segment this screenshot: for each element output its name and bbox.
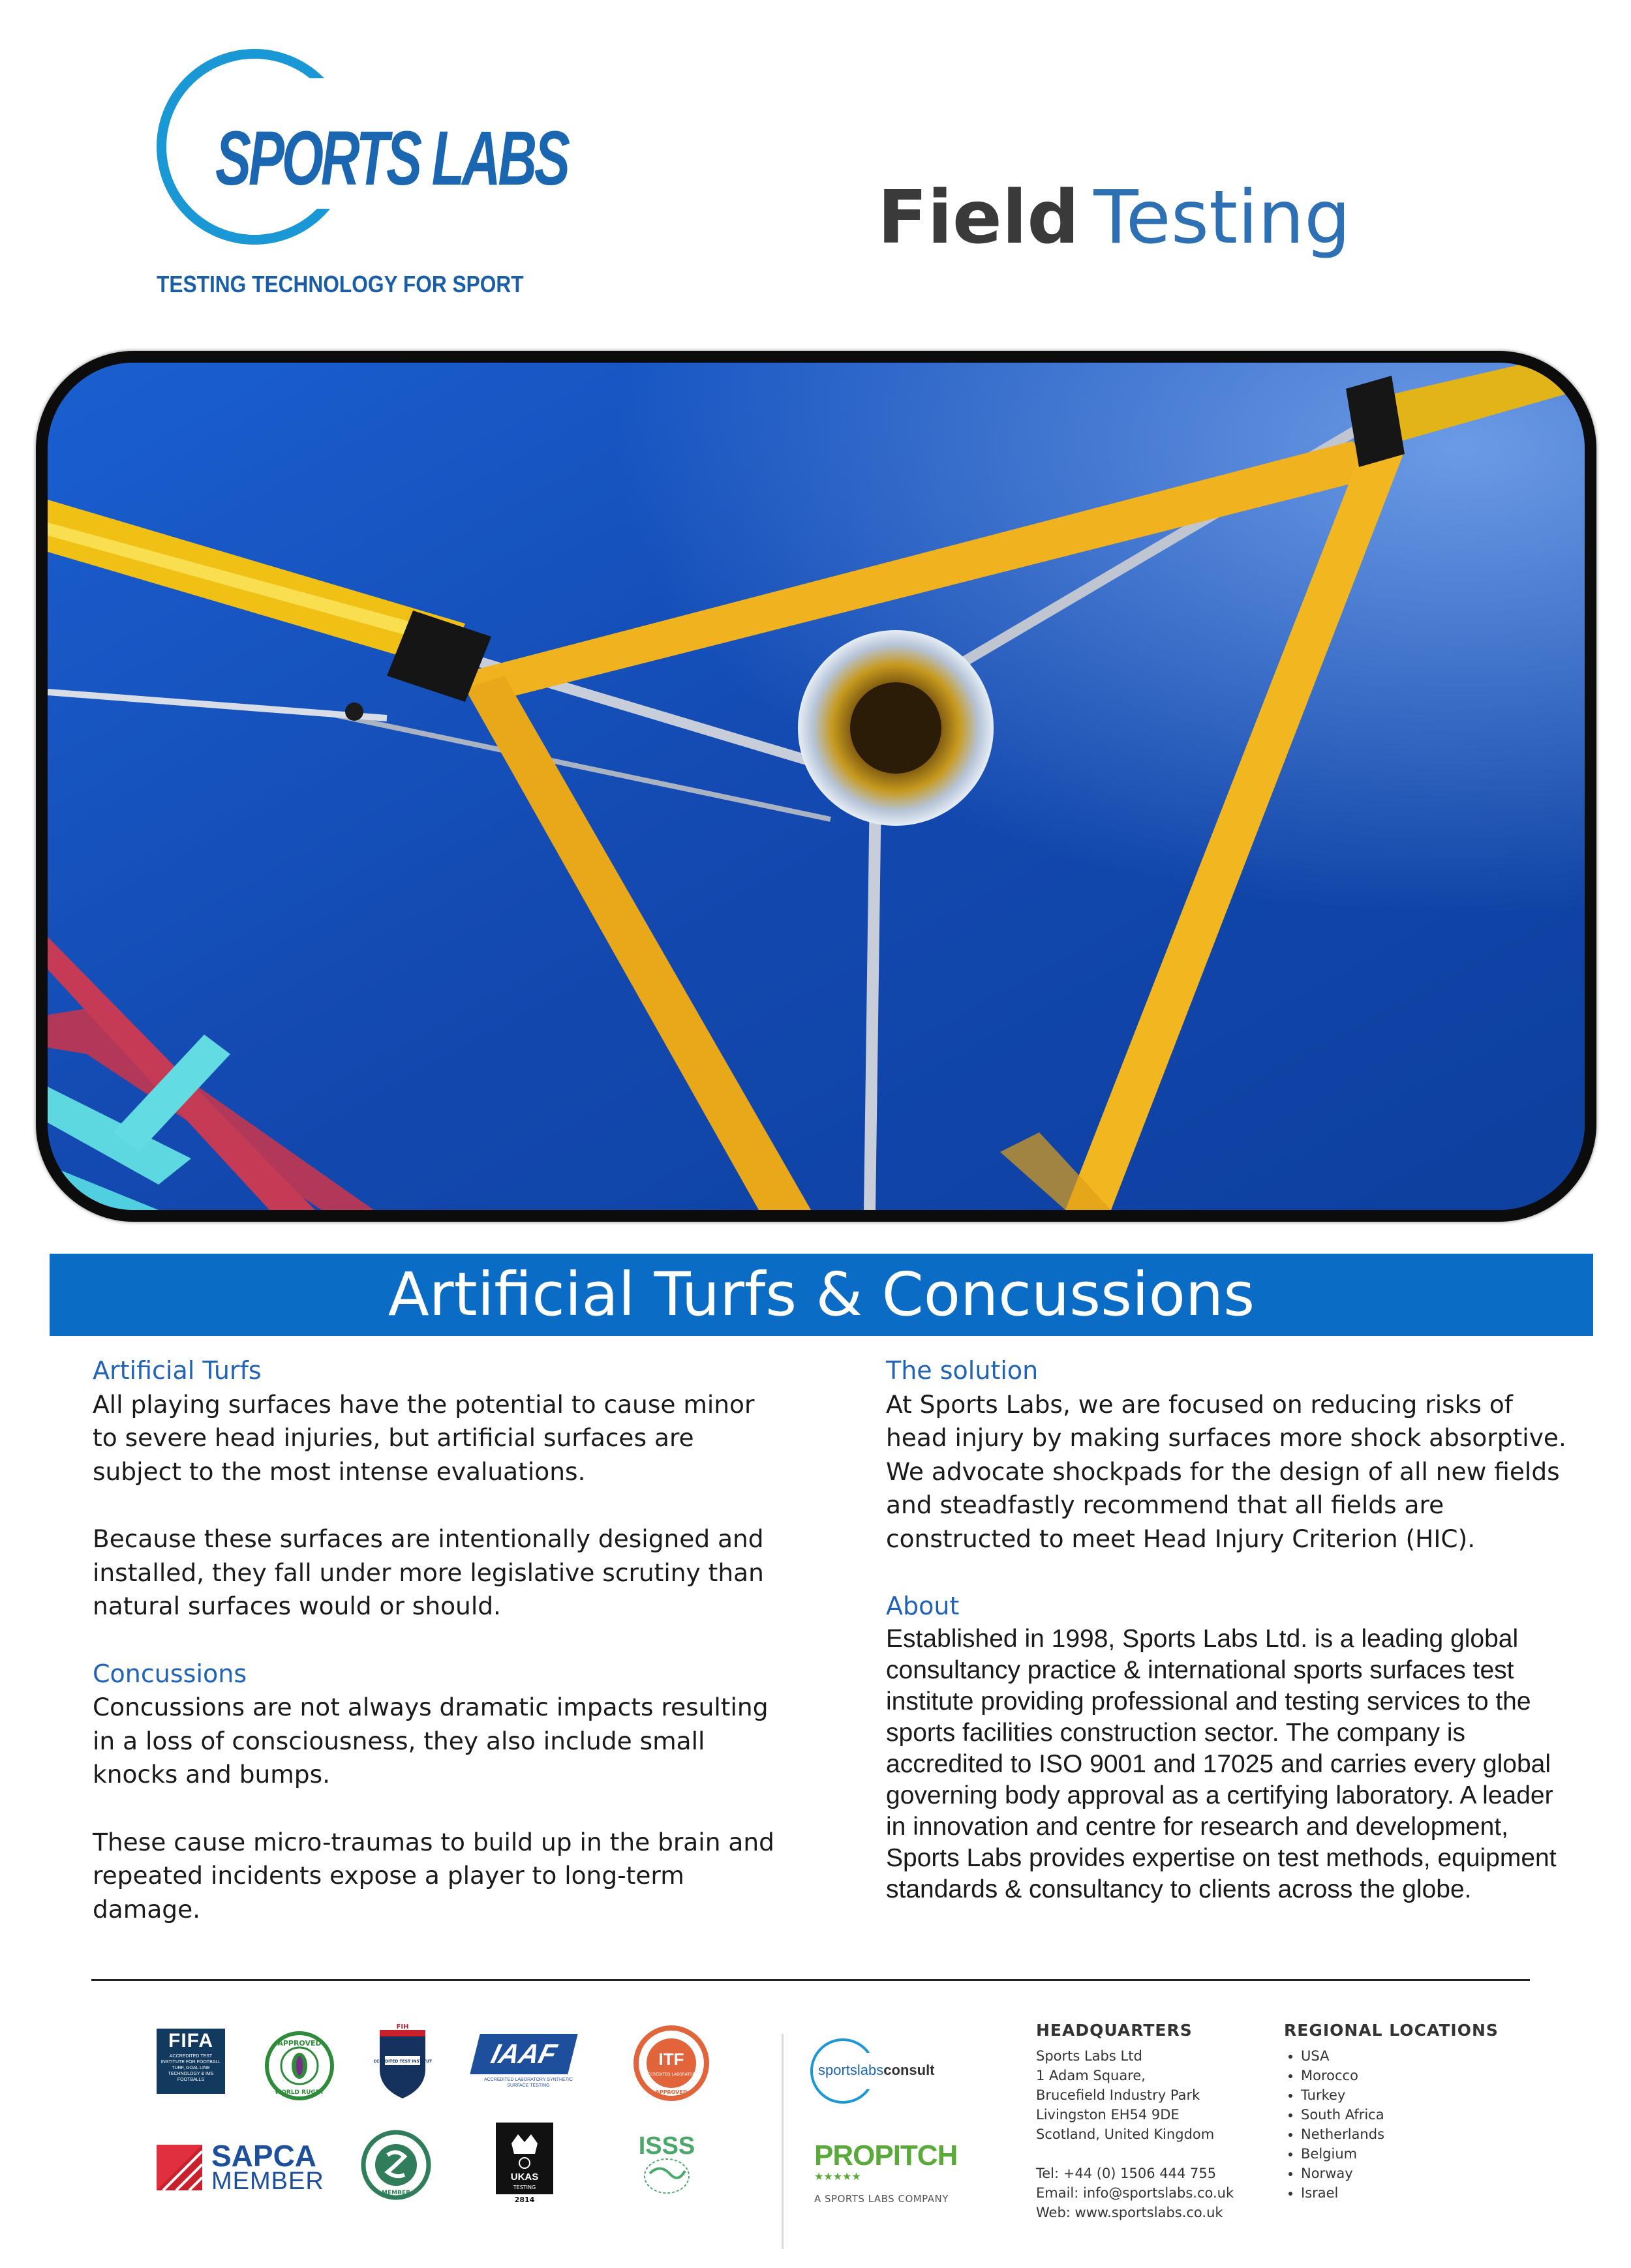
hq-line-4: Livingston EH54 9DE <box>1036 2107 1180 2123</box>
world-rugby-bottom-text: WORLD RUGBY <box>275 2089 324 2096</box>
test-rig-photo-icon <box>48 363 1585 1210</box>
headquarters-block <box>1036 2021 1251 2222</box>
logo-tagline: TESTING TECHNOLOGY FOR SPORT <box>157 271 524 297</box>
isss-title: ISSS <box>638 2132 695 2160</box>
solution-para-1: At Sports Labs, we are focused on reducing risks of head injury by making surfaces more shock absorptive. We advocate shockpads for the design of all new fields and steadfastly recommend that all fields are constructed to meet Head Injury Criterion (HIC). <box>886 1389 1566 1553</box>
hq-line-1: Sports Labs Ltd <box>1036 2048 1142 2064</box>
artificial-turfs-para-1: All playing surfaces have the potential to cause minor to severe head injuries, but artificial surfaces are subject to the most intense evaluations. <box>93 1389 755 1486</box>
ukas-title: UKAS <box>510 2171 539 2183</box>
consult-word-b: consult <box>883 2062 935 2078</box>
page-title <box>877 175 1351 260</box>
left-column <box>93 1354 784 1926</box>
itf-title: ITF <box>658 2049 684 2069</box>
world-rugby-top-text: APPROVED <box>277 2039 322 2048</box>
itf-bottom-text: APPROVED <box>655 2089 688 2095</box>
section-banner: Artificial Turfs & Concussions <box>50 1254 1593 1336</box>
world-rugby-badge <box>264 2030 335 2102</box>
ukas-testing-text: TESTING <box>513 2185 536 2190</box>
iaaf-badge-caption: ACCREDITED LABORATORY SYNTHETIC SURFACE TESTING <box>483 2078 573 2088</box>
heading-the-solution: The solution <box>886 1356 1039 1385</box>
list-item: • USA <box>1301 2046 1506 2066</box>
concussions-para-2: These cause micro-traumas to build up in the brain and repeated incidents expose a player to long-term damage. <box>93 1827 774 1924</box>
hq-line-5: Scotland, United Kingdom <box>1036 2126 1215 2142</box>
stma-member-text: MEMBER <box>382 2190 410 2196</box>
regional-locations-list <box>1284 2046 1506 2203</box>
sportslabs-consult-logo <box>810 2038 967 2104</box>
hq-line-3: Brucefield Industry Park <box>1036 2087 1200 2103</box>
propitch-word-a: PRO <box>814 2139 875 2171</box>
propitch-stars-icon: ★★★★★ <box>814 2170 861 2183</box>
heading-concussions: Concussions <box>93 1659 247 1688</box>
logo-word-sports: SPORTS <box>215 115 419 202</box>
sapca-title: SAPCA <box>211 2139 317 2173</box>
logo-wordmark <box>215 114 568 203</box>
propitch-word-b: PITCH <box>874 2139 958 2171</box>
list-item: • Morocco <box>1301 2066 1506 2085</box>
hero-image <box>36 351 1596 1222</box>
isss-badge <box>634 2123 699 2201</box>
hq-email: Email: info@sportslabs.co.uk <box>1036 2185 1234 2201</box>
right-column <box>886 1354 1578 1905</box>
footer-vertical-divider <box>782 2034 784 2249</box>
fifa-badge <box>157 2029 225 2094</box>
hq-tel: Tel: +44 (0) 1506 444 755 <box>1036 2166 1217 2181</box>
propitch-subtitle: A SPORTS LABS COMPANY <box>814 2193 949 2205</box>
world-rugby-seal-icon <box>264 2030 335 2102</box>
heading-about: About <box>886 1592 960 1620</box>
list-item: • Norway <box>1301 2164 1506 2183</box>
iaaf-badge-title: IAAF <box>470 2034 577 2074</box>
hq-web: Web: www.sportslabs.co.uk <box>1036 2205 1223 2220</box>
sapca-mark-icon <box>157 2145 202 2190</box>
itf-ring-text: ACCREDITED LABORATORY <box>645 2072 698 2077</box>
stma-seal-icon <box>360 2129 432 2201</box>
hq-line-2: 1 Adam Square, <box>1036 2068 1146 2083</box>
stma-member-badge <box>360 2129 432 2201</box>
list-item: • Turkey <box>1301 2085 1506 2105</box>
logo-word-labs: LABS <box>431 115 568 202</box>
ukas-crown-icon <box>496 2123 553 2204</box>
regional-locations-block <box>1284 2021 1506 2203</box>
page-title-testing: Testing <box>1093 175 1351 260</box>
ukas-number: 2814 <box>514 2196 535 2204</box>
fih-top-text: FIH <box>396 2023 409 2031</box>
fih-badge <box>373 2023 432 2102</box>
consult-wordmark <box>818 2062 935 2079</box>
itf-badge <box>633 2025 710 2102</box>
sapca-member-badge <box>157 2141 326 2193</box>
list-item: • Netherlands <box>1301 2124 1506 2144</box>
isss-globe-icon <box>634 2123 699 2201</box>
fih-body-text: ACCREDITED TEST INSTITUTE <box>373 2059 432 2064</box>
footer-divider-line <box>91 1979 1530 1981</box>
fih-shield-icon <box>373 2023 432 2102</box>
about-para-1: Established in 1998, Sports Labs Ltd. is a leading global consultancy practice & international sports surfaces test institute providing professional and testing services to the sports facilities construction sector. The company is accredited to ISO 9001 and 17025 and carries every global governing body approval as a certifying laboratory. A leader in innovation and centre for research and development, Sports Labs provides expertise on test methods, equipment standards & consultancy to clients across the globe. <box>886 1624 1557 1903</box>
artificial-turfs-para-2: Because these surfaces are intentionally designed and installed, they fall under more legislative scrutiny than natural surfaces would or should. <box>93 1524 764 1620</box>
list-item: • Israel <box>1301 2183 1506 2203</box>
fifa-badge-caption: ACCREDITED TEST INSTITUTE FOR FOOTBALL TURF, GOAL LINE TECHNOLOGY & IMS FOOTBALLS <box>160 2054 221 2082</box>
propitch-wordmark <box>814 2141 977 2171</box>
itf-seal-icon <box>633 2025 710 2102</box>
regional-locations-heading: REGIONAL LOCATIONS <box>1284 2021 1499 2040</box>
page-title-field: Field <box>877 175 1080 260</box>
headquarters-heading: HEADQUARTERS <box>1036 2021 1193 2040</box>
list-item: • Belgium <box>1301 2144 1506 2164</box>
iaaf-badge <box>475 2034 581 2094</box>
concussions-para-1: Concussions are not always dramatic impacts resulting in a loss of consciousness, they also include small knocks and bumps. <box>93 1693 769 1789</box>
consult-word-a: sportslabs <box>818 2062 884 2078</box>
sapca-member-text: MEMBER <box>211 2168 324 2195</box>
ukas-badge <box>496 2123 553 2204</box>
fifa-badge-title: FIFA <box>168 2030 213 2051</box>
list-item: • South Africa <box>1301 2105 1506 2124</box>
heading-artificial-turfs: Artificial Turfs <box>93 1356 262 1385</box>
